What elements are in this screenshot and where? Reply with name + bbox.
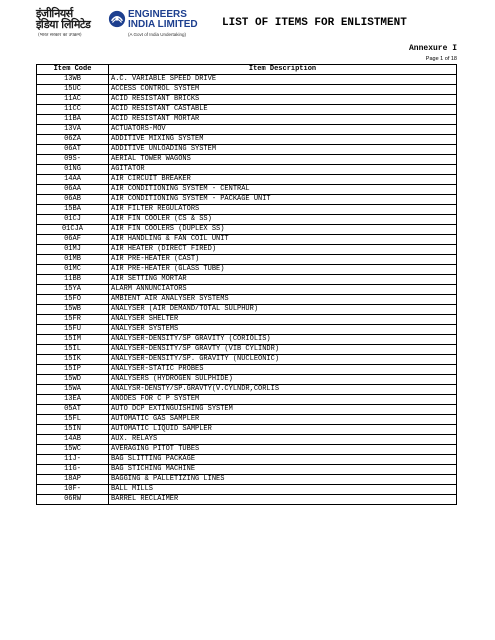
item-description-cell: A.C. VARIABLE SPEED DRIVE [109,75,457,85]
logo-hindi-name [36,8,90,30]
item-code-cell: 14AB [37,435,109,445]
item-description-cell: BAG SLITTING PACKAGE [109,455,457,465]
table-row [37,415,457,425]
item-code-cell: 01NG [37,165,109,175]
table-row [37,95,457,105]
logo-hindi-subtitle: (भारत सरकार का उपक्रम) [38,33,82,38]
item-code-cell: 11BA [37,115,109,125]
item-code-cell: 11CC [37,105,109,115]
item-description-cell: ANALYSER-DENSITY/SP GRAVTY (VIB CYLINDR) [109,345,457,355]
item-description-cell: AIR PRE-HEATER (CAST) [109,255,457,265]
item-description-cell: ANALYSERS (HYDROGEN SULPHIDE) [109,375,457,385]
item-code-cell: 01CJ [37,215,109,225]
item-description-cell: ACID RESISTANT MORTAR [109,115,457,125]
table-row [37,315,457,325]
item-code-cell: 06AA [37,185,109,195]
item-code-cell: 11J- [37,455,109,465]
item-description-cell: ANALYSER-DENSITY/SP. GRAVITY (NUCLEONIC) [109,355,457,365]
item-description-cell: ANALYSER (AIR DEMAND/TOTAL SULPHUR) [109,305,457,315]
item-code-cell: 15FL [37,415,109,425]
item-code-cell: 13EA [37,395,109,405]
item-code-cell: 01CJA [37,225,109,235]
table-row [37,195,457,205]
item-description-cell: AVERAGING PITOT TUBES [109,445,457,455]
item-description-cell: AIR PRE-HEATER (GLASS TUBE) [109,265,457,275]
item-description-cell: ALARM ANNUNCIATORS [109,285,457,295]
table-row [37,85,457,95]
table-row [37,445,457,455]
item-description-cell: AIR SETTING MORTAR [109,275,457,285]
header-item-description: Item Description [109,65,457,75]
item-description-cell: ANALYSER-DENSITY/SP GRAVITY (CORIOLIS) [109,335,457,345]
item-description-cell: BARREL RECLAIMER [109,495,457,505]
item-code-cell: 15WB [37,305,109,315]
logo-english-line1: ENGINEERS [128,9,187,20]
items-table [36,64,457,505]
table-row [37,105,457,115]
table-body [37,75,457,505]
table-row [37,405,457,415]
item-description-cell: AIR HEATER (DIRECT FIRED) [109,245,457,255]
item-code-cell: 01MB [37,255,109,265]
item-description-cell: AMBIENT AIR ANALYSER SYSTEMS [109,295,457,305]
document-title: LIST OF ITEMS FOR ENLISTMENT [222,17,407,29]
item-description-cell: AIR FIN COOLER (CS & SS) [109,215,457,225]
item-code-cell: 06ZA [37,135,109,145]
logo-hindi-line1: इंजीनियर्स [36,7,73,20]
table-row [37,125,457,135]
item-description-cell: AUX. RELAYS [109,435,457,445]
annexure-label: Annexure I [408,44,457,53]
item-code-cell: 15IN [37,425,109,435]
item-code-cell: 14AA [37,175,109,185]
item-code-cell: 15IL [37,345,109,355]
table-row [37,305,457,315]
table-row [37,465,457,475]
item-code-cell: 05AT [37,405,109,415]
table-row [37,155,457,165]
item-code-cell: 15WA [37,385,109,395]
logo-emblem-icon [108,10,126,28]
item-code-cell: 15FR [37,315,109,325]
table-row [37,455,457,465]
table-row [37,215,457,225]
table-row [37,395,457,405]
item-code-cell: 06RW [37,495,109,505]
item-description-cell: BAGGING & PALLETIZING LINES [109,475,457,485]
logo-english-line2: INDIA LIMITED [128,19,198,30]
item-description-cell: AIR FILTER REGULATORS [109,205,457,215]
item-description-cell: AERIAL TOWER WAGONS [109,155,457,165]
table-row [37,245,457,255]
item-description-cell: BALL MILLS [109,485,457,495]
item-code-cell: 09S- [37,155,109,165]
table-row [37,475,457,485]
table-row [37,75,457,85]
item-description-cell: ANODES FOR C P SYSTEM [109,395,457,405]
item-code-cell: 01MC [37,265,109,275]
item-description-cell: AIR CONDITIONING SYSTEM - CENTRAL [109,185,457,195]
item-code-cell: 11G- [37,465,109,475]
item-description-cell: ACID RESISTANT CASTABLE [109,105,457,115]
header-item-code: Item Code [37,65,109,75]
table-row [37,365,457,375]
table-header-row [37,65,457,75]
item-code-cell: 13WB [37,75,109,85]
table-row [37,425,457,435]
item-description-cell: AUTO DCP EXTINGUISHING SYSTEM [109,405,457,415]
logo-english-name [128,10,198,30]
table-row [37,295,457,305]
table-row [37,285,457,295]
item-code-cell: 13VA [37,125,109,135]
table-row [37,235,457,245]
table-row [37,135,457,145]
table-row [37,355,457,365]
table-row [37,385,457,395]
table-row [37,225,457,235]
table-row [37,345,457,355]
item-description-cell: ACTUATORS-MOV [109,125,457,135]
table-row [37,265,457,275]
item-code-cell: 06AF [37,235,109,245]
item-code-cell: 15IK [37,355,109,365]
item-description-cell: ACCESS CONTROL SYSTEM [109,85,457,95]
company-logo [36,7,198,44]
item-code-cell: 15FO [37,295,109,305]
item-description-cell: ANALYSER-STATIC PROBES [109,365,457,375]
table-row [37,175,457,185]
item-description-cell: AIR CIRCUIT BREAKER [109,175,457,185]
table-row [37,335,457,345]
table-row [37,325,457,335]
table-row [37,255,457,265]
item-code-cell: 15UC [37,85,109,95]
item-code-cell: 06AB [37,195,109,205]
logo-english-subtitle: (A Govt of India Undertaking) [128,32,187,37]
item-description-cell: ANALYSER SHELTER [109,315,457,325]
page-number: Page 1 of 18 [425,56,457,62]
table-row [37,275,457,285]
item-description-cell: ADDITIVE MIXING SYSTEM [109,135,457,145]
item-description-cell: AGITATOR [109,165,457,175]
item-code-cell: 18AP [37,475,109,485]
item-description-cell: ANALYSER SYSTEMS [109,325,457,335]
table-row [37,145,457,155]
item-description-cell: AIR FIN COOLERS (DUPLEX SS) [109,225,457,235]
item-description-cell: BAG STICHING MACHINE [109,465,457,475]
item-code-cell: 01MJ [37,245,109,255]
item-code-cell: 15IP [37,365,109,375]
item-code-cell: 15BA [37,205,109,215]
table-row [37,485,457,495]
table-row [37,495,457,505]
table-row [37,185,457,195]
item-code-cell: 15WC [37,445,109,455]
item-code-cell: 15IM [37,335,109,345]
item-description-cell: AUTOMATIC LIQUID SAMPLER [109,425,457,435]
item-code-cell: 11BB [37,275,109,285]
item-code-cell: 15YA [37,285,109,295]
item-code-cell: 11AC [37,95,109,105]
item-code-cell: 10F- [37,485,109,495]
item-description-cell: ADDITIVE UNLOADING SYSTEM [109,145,457,155]
item-description-cell: AIR HANDLING & FAN COIL UNIT [109,235,457,245]
item-description-cell: ANALYSR-DENSTY/SP.GRAVTY(V.CYLNDR,CORLIS [109,385,457,395]
table-row [37,165,457,175]
table-row [37,115,457,125]
item-description-cell: AUTOMATIC GAS SAMPLER [109,415,457,425]
table-row [37,435,457,445]
item-code-cell: 15FU [37,325,109,335]
item-code-cell: 15WD [37,375,109,385]
item-description-cell: ACID RESISTANT BRICKS [109,95,457,105]
table-row [37,375,457,385]
logo-hindi-line2: इंडिया लिमिटेड [36,18,91,31]
item-description-cell: AIR CONDITIONING SYSTEM - PACKAGE UNIT [109,195,457,205]
item-code-cell: 06AT [37,145,109,155]
table-row [37,205,457,215]
